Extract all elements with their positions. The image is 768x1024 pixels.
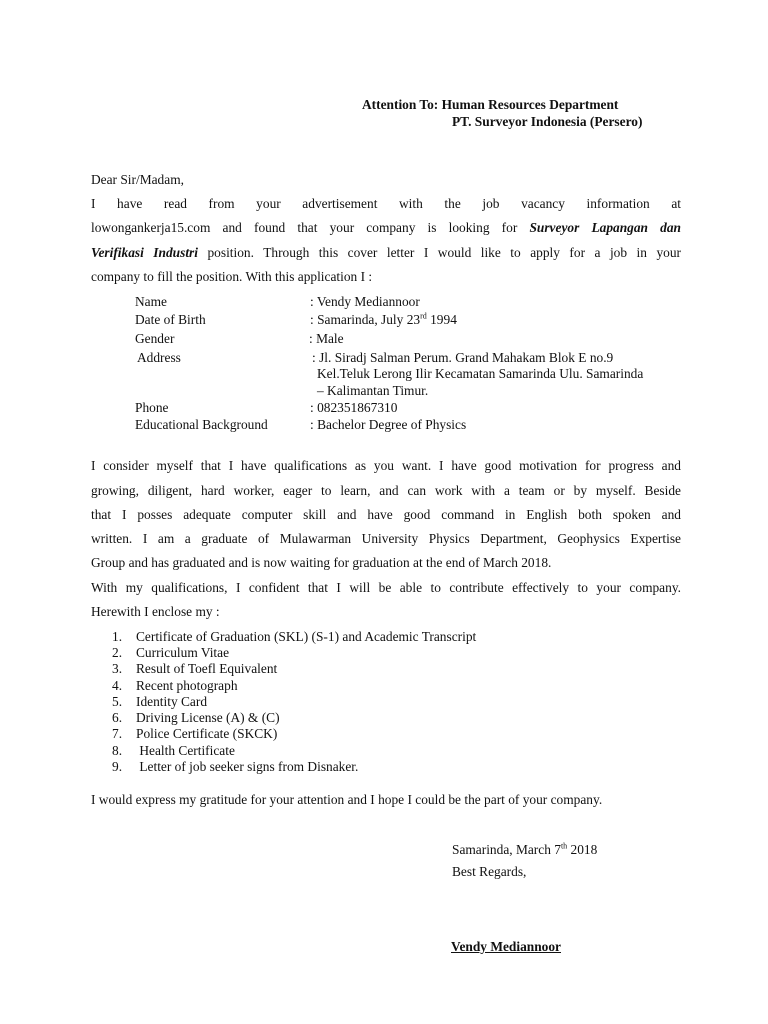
intro-line-2: [91, 220, 681, 236]
intro-line-2-text: lowongankerja15.com and found that your company is looking for: [91, 220, 530, 235]
list-text: Identity Card: [136, 694, 208, 709]
dob-suffix: rd: [420, 311, 427, 321]
intro-line-3: [91, 245, 681, 261]
body-line-5: Group and has graduated and is now waiting for graduation at the end of March 2018.: [91, 555, 552, 570]
place-date: [452, 842, 597, 858]
body-line-7: Herewith I enclose my :: [91, 604, 220, 619]
intro-line-4: company to fill the position. With this application I :: [91, 269, 373, 284]
address-line-1: : Jl. Siradj Salman Perum. Grand Mahakam Blok E no.9: [312, 350, 614, 365]
list-number: 8.: [112, 743, 123, 758]
list-item: [112, 629, 476, 645]
address-label: Address: [137, 350, 181, 365]
salutation: Dear Sir/Madam,: [91, 172, 184, 187]
list-item: [112, 726, 277, 742]
best-regards: Best Regards,: [452, 864, 527, 879]
list-text: Driving License (A) & (C): [136, 710, 280, 725]
body-line-1: I consider myself that I have qualifications as you want. I have good motivation for progress and: [91, 458, 681, 473]
list-number: 9.: [112, 759, 123, 774]
list-text: Certificate of Graduation (SKL) (S-1) and Academic Transcript: [136, 629, 477, 644]
list-number: 3.: [112, 661, 123, 676]
dob-label: Date of Birth: [135, 312, 206, 327]
list-item: [112, 759, 358, 775]
list-number: 2.: [112, 645, 123, 660]
address-line-2: Kel.Teluk Lerong Ilir Kecamatan Samarinda Ulu. Samarinda: [317, 366, 644, 381]
dob-text: : Samarinda, July 23: [310, 312, 421, 327]
gender-label: Gender: [135, 331, 175, 346]
list-text: Curriculum Vitae: [136, 645, 230, 660]
position-title-part-2: Verifikasi Industri: [91, 245, 198, 260]
list-number: 6.: [112, 710, 123, 725]
education-value: : Bachelor Degree of Physics: [310, 417, 467, 432]
list-text: Recent photograph: [136, 678, 238, 693]
list-number: 7.: [112, 726, 123, 741]
place-date-text: Samarinda, March 7: [452, 842, 561, 857]
attention-line: Attention To: Human Resources Department: [362, 97, 619, 112]
phone-value: : 082351867310: [310, 400, 398, 415]
list-text: Health Certificate: [136, 743, 235, 758]
list-text: Result of Toefl Equivalent: [136, 661, 278, 676]
body-line-2: growing, diligent, hard worker, eager to learn, and can work with a team or by myself. Beside: [91, 483, 681, 498]
signatory-name: Vendy Mediannoor: [451, 939, 561, 954]
body-line-6: With my qualifications, I confident that I will be able to contribute effectively to your company.: [91, 580, 681, 595]
position-title-part-1: Surveyor Lapangan dan: [529, 220, 681, 235]
gender-value: : Male: [309, 331, 344, 346]
body-line-4: written. I am a graduate of Mulawarman University Physics Department, Geophysics Expertise: [91, 531, 681, 546]
list-item: [112, 645, 229, 661]
list-number: 1.: [112, 629, 123, 644]
date-suffix: th: [560, 841, 568, 851]
company-line: PT. Surveyor Indonesia (Persero): [452, 114, 643, 129]
list-item: [112, 710, 280, 726]
place-date-year: 2018: [567, 842, 598, 857]
intro-line-3-text: position. Through this cover letter I would like to apply for a job in your: [197, 245, 681, 260]
closing-line: I would express my gratitude for your attention and I hope I could be the part of your company.: [91, 792, 603, 807]
list-item: [112, 661, 277, 677]
education-label: Educational Background: [135, 417, 268, 432]
list-item: [112, 743, 235, 759]
list-number: 4.: [112, 678, 123, 693]
phone-label: Phone: [135, 400, 169, 415]
list-text: Police Certificate (SKCK): [136, 726, 278, 741]
dob-year: 1994: [426, 312, 457, 327]
list-item: [112, 694, 207, 710]
body-line-3: that I posses adequate computer skill and have good command in English both spoken and: [91, 507, 681, 522]
dob-value: [310, 312, 457, 328]
list-item: [112, 678, 238, 694]
name-value: : Vendy Mediannoor: [310, 294, 420, 309]
address-line-3: – Kalimantan Timur.: [317, 383, 429, 398]
list-number: 5.: [112, 694, 123, 709]
name-label: Name: [135, 294, 167, 309]
intro-line-1: I have read from your advertisement with the job vacancy information at: [91, 196, 681, 211]
list-text: Letter of job seeker signs from Disnaker.: [136, 759, 359, 774]
